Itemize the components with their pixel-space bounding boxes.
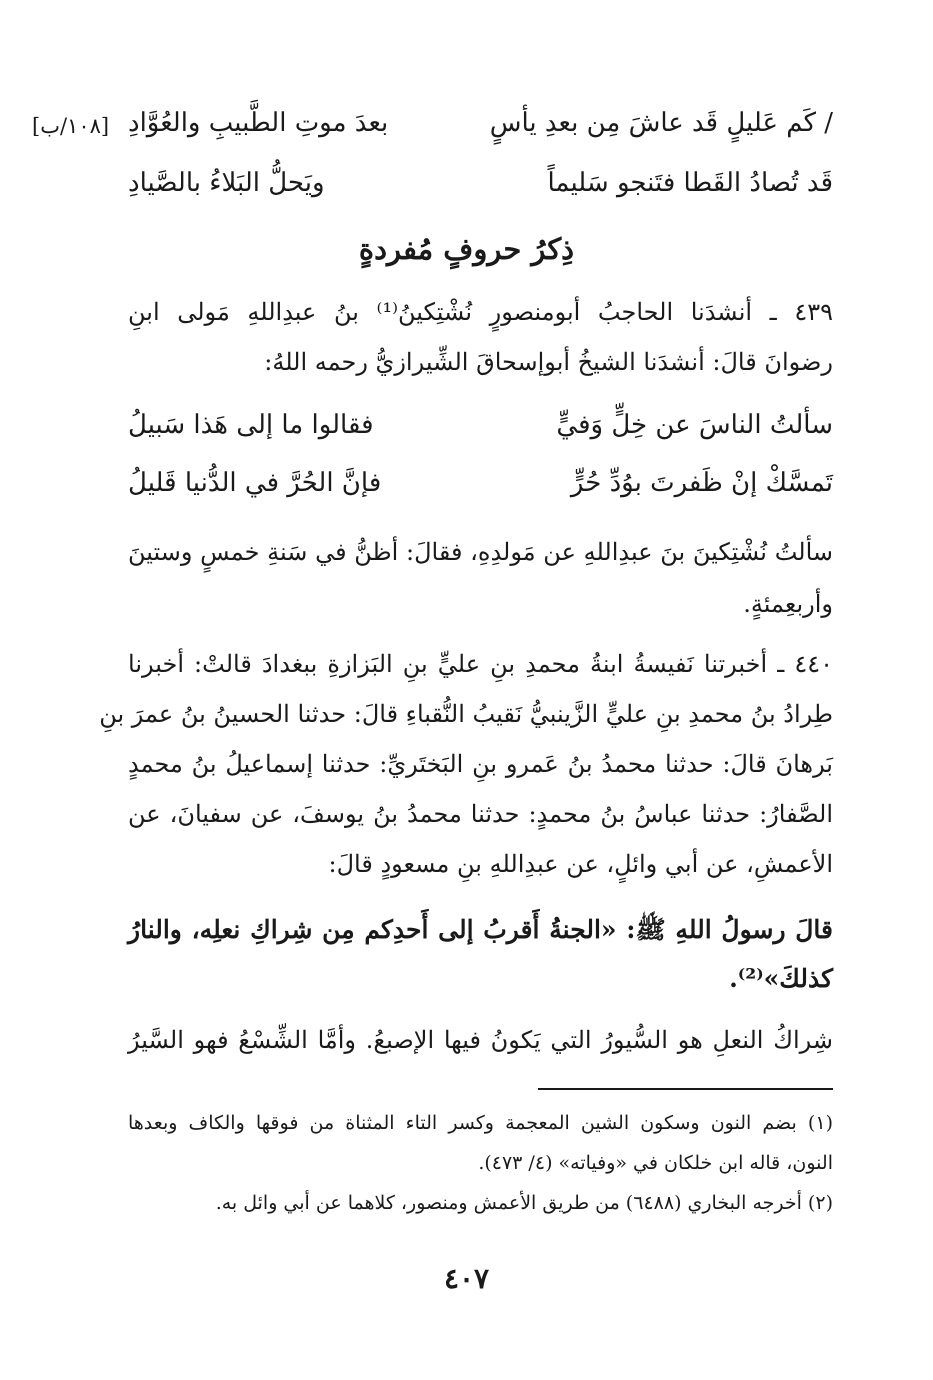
folio-marker: [١٠٨/ب] <box>32 114 110 138</box>
footnote-divider <box>538 1088 833 1090</box>
paragraph-line: سألتُ نُشْتِكينَ بنَ عبدِاللهِ عن مَولدِهِ، فقالَ: أظنُّ في سَنةِ خمسٍ وستينَ <box>128 538 833 566</box>
page-number: ٤٠٧ <box>443 1262 490 1295</box>
paragraph-line: وأربعِمئةٍ. <box>743 590 833 618</box>
verse-hemistich-second: ويَحلُّ البَلاءُ بالصَّيادِ <box>128 168 325 198</box>
verse-hemistich-second: فقالوا ما إلى هَذا سَبيلُ <box>128 410 374 440</box>
paragraph-line: ٤٤٠ ـ أخبرتنا نَفيسةُ ابنةُ محمدِ بنِ عليٍّ بنِ البَزازةِ ببغدادَ قالتْ: أخبرنا <box>128 650 833 678</box>
paragraph-line: الصَّفارُ: حدثنا عباسُ بنُ محمدٍ: حدثنا محمدُ بنُ يوسفَ، عن سفيانَ، عن <box>128 800 833 828</box>
paragraph-line: الأعمشِ، عن أبي وائلٍ، عن عبدِاللهِ بنِ مسعودٍ قالَ: <box>328 850 833 878</box>
verse-hemistich-second: فإنَّ الحُرَّ في الدُّنيا قَليلُ <box>128 468 382 498</box>
paragraph-line: بَرهانَ قالَ: حدثنا محمدُ بنُ عَمرو بنِ البَختَريِّ: حدثنا إسماعيلُ بنُ محمدٍ <box>128 750 833 778</box>
footnote-line: (٢) أخرجه البخاري (٦٤٨٨) من طريق الأعمش ومنصور، كلاهما عن أبي وائل به. <box>215 1192 833 1214</box>
verse-hemistich-first: قَد تُصادُ القَطا فتَنجو سَليماً <box>547 168 833 198</box>
paragraph-line: رضوانَ قالَ: أنشدَنا الشيخُ أبوإسحاقَ الشِّيرازيُّ رحمه اللهُ: <box>264 348 833 376</box>
verse-line <box>128 468 833 518</box>
verse-line <box>128 108 833 158</box>
section-heading: ذِكرُ حروفٍ مُفردةٍ <box>358 232 575 266</box>
paragraph-line: طِرادُ بنُ محمدِ بنِ عليٍّ الزَّينبيُّ نَقيبُ النُّقباءِ قالَ: حدثنا الحسينُ بنُ عمرَ بنِ <box>99 700 833 728</box>
footnote-line: (١) بضم النون وسكون الشين المعجمة وكسر التاء المثناة من فوقها والكاف وبعدها <box>128 1112 833 1134</box>
verse-hemistich-first: سألتُ الناسَ عن خِلٍّ وَفيٍّ <box>556 410 833 440</box>
verse-line <box>128 410 833 460</box>
verse-hemistich-second: بعدَ موتِ الطَّبيبِ والعُوَّادِ <box>128 108 389 138</box>
verse-hemistich-first: تَمسَّكْ إنْ ظَفرتَ بوُدِّ حُرٍّ <box>570 468 833 498</box>
paragraph-line: ٤٣٩ ـ أنشدَنا الحاجبُ أبومنصورٍ نُشْتِكينُ⁽¹⁾ بنُ عبدِاللهِ مَولى ابنِ <box>128 298 833 326</box>
hadith-line: كذلكَ»⁽²⁾. <box>729 964 833 993</box>
paragraph-line: شِراكُ النعلِ هو السُّيورُ التي يَكونُ فيها الإصبعُ. وأمَّا الشِّسْعُ فهو السَّيرُ <box>128 1026 833 1054</box>
hadith-line: قالَ رسولُ اللهِ ﷺ: «الجنةُ أَقربُ إلى أَحدِكم مِن شِراكِ نعلِه، والنارُ <box>128 915 833 944</box>
verse-hemistich-first: / كَم عَليلٍ قَد عاشَ مِن بعدِ يأسٍ <box>489 108 833 138</box>
footnote-line: النون، قاله ابن خلكان في «وفياته» (٤/ ٤٧٣). <box>478 1152 833 1174</box>
verse-line <box>128 168 833 218</box>
